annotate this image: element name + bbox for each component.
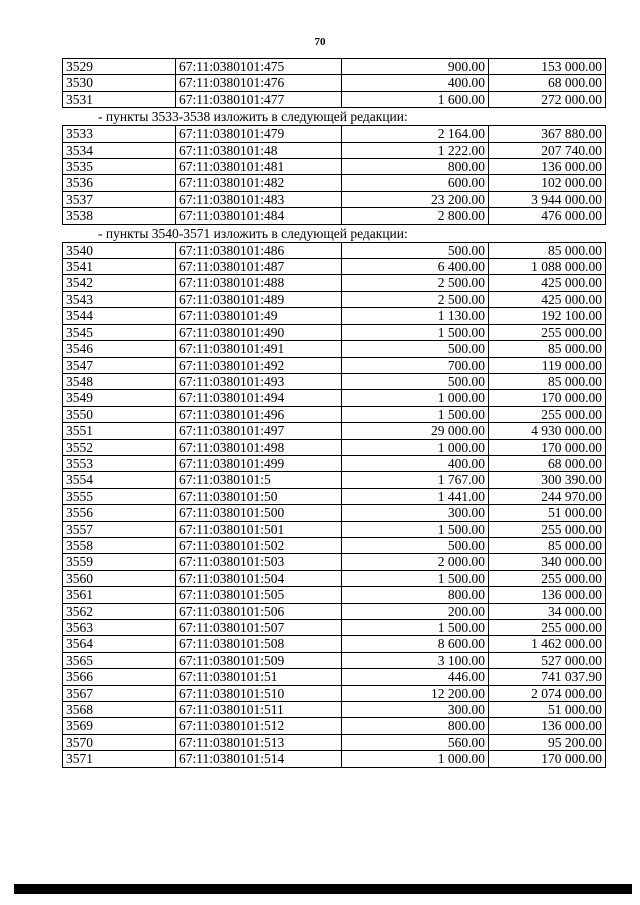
row-number-cell: 3565	[63, 652, 176, 668]
value-cell: 340 000.00	[489, 554, 606, 570]
table-row	[63, 472, 606, 488]
area-cell: 500.00	[342, 537, 489, 553]
cadastral-number-cell: 67:11:0380101:501	[176, 521, 342, 537]
cadastral-number-cell: 67:11:0380101:490	[176, 324, 342, 340]
table-row	[63, 242, 606, 258]
value-cell: 102 000.00	[489, 175, 606, 191]
document-content	[62, 58, 606, 768]
table-row	[63, 275, 606, 291]
area-cell: 1 000.00	[342, 439, 489, 455]
cadastral-number-cell: 67:11:0380101:494	[176, 390, 342, 406]
section-table	[62, 242, 606, 768]
row-number-cell: 3552	[63, 439, 176, 455]
row-number-cell: 3571	[63, 751, 176, 767]
cadastral-number-cell: 67:11:0380101:496	[176, 406, 342, 422]
cadastral-number-cell: 67:11:0380101:49	[176, 308, 342, 324]
page-number: 70	[314, 36, 326, 48]
row-number-cell: 3570	[63, 734, 176, 750]
table-row	[63, 59, 606, 75]
cadastral-number-cell: 67:11:0380101:493	[176, 373, 342, 389]
area-cell: 1 500.00	[342, 324, 489, 340]
cadastral-number-cell: 67:11:0380101:505	[176, 587, 342, 603]
row-number-cell: 3554	[63, 472, 176, 488]
row-number-cell: 3558	[63, 537, 176, 553]
area-cell: 12 200.00	[342, 685, 489, 701]
cadastral-number-cell: 67:11:0380101:479	[176, 126, 342, 142]
table-row	[63, 455, 606, 471]
area-cell: 2 000.00	[342, 554, 489, 570]
cadastral-number-cell: 67:11:0380101:492	[176, 357, 342, 373]
row-number-cell: 3566	[63, 669, 176, 685]
row-number-cell: 3568	[63, 702, 176, 718]
area-cell: 700.00	[342, 357, 489, 373]
row-number-cell: 3546	[63, 341, 176, 357]
area-cell: 1 500.00	[342, 570, 489, 586]
area-cell: 1 600.00	[342, 91, 489, 107]
area-cell: 300.00	[342, 702, 489, 718]
row-number-cell: 3548	[63, 373, 176, 389]
table-row	[63, 669, 606, 685]
row-number-cell: 3543	[63, 291, 176, 307]
area-cell: 500.00	[342, 373, 489, 389]
cadastral-number-cell: 67:11:0380101:509	[176, 652, 342, 668]
cadastral-number-cell: 67:11:0380101:488	[176, 275, 342, 291]
table-row	[63, 537, 606, 553]
area-cell: 3 100.00	[342, 652, 489, 668]
area-cell: 560.00	[342, 734, 489, 750]
value-cell: 68 000.00	[489, 455, 606, 471]
value-cell: 85 000.00	[489, 242, 606, 258]
row-number-cell: 3530	[63, 75, 176, 91]
cadastral-number-cell: 67:11:0380101:51	[176, 669, 342, 685]
area-cell: 1 441.00	[342, 488, 489, 504]
table-row	[63, 505, 606, 521]
value-cell: 3 944 000.00	[489, 191, 606, 207]
value-cell: 255 000.00	[489, 324, 606, 340]
table-row	[63, 521, 606, 537]
row-number-cell: 3538	[63, 208, 176, 224]
value-cell: 153 000.00	[489, 59, 606, 75]
value-cell: 207 740.00	[489, 142, 606, 158]
table-row	[63, 341, 606, 357]
cadastral-number-cell: 67:11:0380101:503	[176, 554, 342, 570]
table-row	[63, 702, 606, 718]
area-cell: 1 500.00	[342, 406, 489, 422]
row-number-cell: 3534	[63, 142, 176, 158]
area-cell: 1 222.00	[342, 142, 489, 158]
value-cell: 367 880.00	[489, 126, 606, 142]
area-cell: 2 500.00	[342, 291, 489, 307]
value-cell: 85 000.00	[489, 373, 606, 389]
row-number-cell: 3541	[63, 259, 176, 275]
area-cell: 400.00	[342, 75, 489, 91]
cadastral-number-cell: 67:11:0380101:481	[176, 159, 342, 175]
table-row	[63, 208, 606, 224]
row-number-cell: 3556	[63, 505, 176, 521]
value-cell: 527 000.00	[489, 652, 606, 668]
cadastral-number-cell: 67:11:0380101:504	[176, 570, 342, 586]
row-number-cell: 3555	[63, 488, 176, 504]
cadastral-number-cell: 67:11:0380101:487	[176, 259, 342, 275]
table-row	[63, 324, 606, 340]
area-cell: 23 200.00	[342, 191, 489, 207]
table-row	[63, 390, 606, 406]
cadastral-number-cell: 67:11:0380101:500	[176, 505, 342, 521]
table-row	[63, 175, 606, 191]
table-row	[63, 587, 606, 603]
table-row	[63, 652, 606, 668]
value-cell: 136 000.00	[489, 159, 606, 175]
value-cell: 244 970.00	[489, 488, 606, 504]
cadastral-number-cell: 67:11:0380101:48	[176, 142, 342, 158]
cadastral-number-cell: 67:11:0380101:477	[176, 91, 342, 107]
table-row	[63, 373, 606, 389]
cadastral-number-cell: 67:11:0380101:512	[176, 718, 342, 734]
area-cell: 2 800.00	[342, 208, 489, 224]
row-number-cell: 3557	[63, 521, 176, 537]
value-cell: 136 000.00	[489, 718, 606, 734]
row-number-cell: 3560	[63, 570, 176, 586]
table-row	[63, 406, 606, 422]
table-row	[63, 159, 606, 175]
table-row	[63, 126, 606, 142]
row-number-cell: 3533	[63, 126, 176, 142]
area-cell: 300.00	[342, 505, 489, 521]
table-row	[63, 439, 606, 455]
area-cell: 400.00	[342, 455, 489, 471]
value-cell: 51 000.00	[489, 702, 606, 718]
cadastral-number-cell: 67:11:0380101:483	[176, 191, 342, 207]
value-cell: 119 000.00	[489, 357, 606, 373]
value-cell: 136 000.00	[489, 587, 606, 603]
area-cell: 200.00	[342, 603, 489, 619]
value-cell: 300 390.00	[489, 472, 606, 488]
cadastral-number-cell: 67:11:0380101:498	[176, 439, 342, 455]
area-cell: 1 500.00	[342, 521, 489, 537]
row-number-cell: 3544	[63, 308, 176, 324]
row-number-cell: 3553	[63, 455, 176, 471]
cadastral-number-cell: 67:11:0380101:513	[176, 734, 342, 750]
value-cell: 4 930 000.00	[489, 423, 606, 439]
table-row	[63, 636, 606, 652]
value-cell: 255 000.00	[489, 620, 606, 636]
table-row	[63, 570, 606, 586]
area-cell: 1 000.00	[342, 751, 489, 767]
area-cell: 600.00	[342, 175, 489, 191]
cadastral-number-cell: 67:11:0380101:499	[176, 455, 342, 471]
value-cell: 255 000.00	[489, 521, 606, 537]
value-cell: 2 074 000.00	[489, 685, 606, 701]
value-cell: 85 000.00	[489, 537, 606, 553]
table-row	[63, 291, 606, 307]
table-row	[63, 142, 606, 158]
row-number-cell: 3540	[63, 242, 176, 258]
cadastral-number-cell: 67:11:0380101:475	[176, 59, 342, 75]
row-number-cell: 3559	[63, 554, 176, 570]
table-row	[63, 308, 606, 324]
cadastral-number-cell: 67:11:0380101:508	[176, 636, 342, 652]
table-row	[63, 734, 606, 750]
area-cell: 800.00	[342, 587, 489, 603]
value-cell: 1 462 000.00	[489, 636, 606, 652]
area-cell: 2 500.00	[342, 275, 489, 291]
table-row	[63, 75, 606, 91]
table-row	[63, 191, 606, 207]
value-cell: 170 000.00	[489, 390, 606, 406]
area-cell: 1 000.00	[342, 390, 489, 406]
area-cell: 800.00	[342, 718, 489, 734]
row-number-cell: 3551	[63, 423, 176, 439]
area-cell: 500.00	[342, 341, 489, 357]
section-table	[62, 125, 606, 224]
row-number-cell: 3561	[63, 587, 176, 603]
cadastral-number-cell: 67:11:0380101:491	[176, 341, 342, 357]
cadastral-number-cell: 67:11:0380101:507	[176, 620, 342, 636]
table-row	[63, 488, 606, 504]
row-number-cell: 3567	[63, 685, 176, 701]
table-row	[63, 603, 606, 619]
area-cell: 500.00	[342, 242, 489, 258]
value-cell: 741 037.90	[489, 669, 606, 685]
row-number-cell: 3564	[63, 636, 176, 652]
table-row	[63, 259, 606, 275]
value-cell: 68 000.00	[489, 75, 606, 91]
section-instruction: - пункты 3533-3538 изложить в следующей редакции:	[98, 109, 408, 125]
row-number-cell: 3563	[63, 620, 176, 636]
row-number-cell: 3535	[63, 159, 176, 175]
value-cell: 51 000.00	[489, 505, 606, 521]
cadastral-number-cell: 67:11:0380101:489	[176, 291, 342, 307]
value-cell: 85 000.00	[489, 341, 606, 357]
table-row	[63, 751, 606, 767]
value-cell: 425 000.00	[489, 275, 606, 291]
row-number-cell: 3547	[63, 357, 176, 373]
row-number-cell: 3562	[63, 603, 176, 619]
cadastral-number-cell: 67:11:0380101:486	[176, 242, 342, 258]
area-cell: 2 164.00	[342, 126, 489, 142]
value-cell: 95 200.00	[489, 734, 606, 750]
cadastral-number-cell: 67:11:0380101:502	[176, 537, 342, 553]
cadastral-number-cell: 67:11:0380101:514	[176, 751, 342, 767]
table-row	[63, 423, 606, 439]
cadastral-number-cell: 67:11:0380101:482	[176, 175, 342, 191]
scan-bottom-border	[14, 884, 632, 894]
area-cell: 8 600.00	[342, 636, 489, 652]
cadastral-number-cell: 67:11:0380101:510	[176, 685, 342, 701]
area-cell: 1 130.00	[342, 308, 489, 324]
cadastral-number-cell: 67:11:0380101:497	[176, 423, 342, 439]
table-row	[63, 554, 606, 570]
row-number-cell: 3542	[63, 275, 176, 291]
cadastral-number-cell: 67:11:0380101:476	[176, 75, 342, 91]
value-cell: 170 000.00	[489, 439, 606, 455]
area-cell: 900.00	[342, 59, 489, 75]
area-cell: 446.00	[342, 669, 489, 685]
table-row	[63, 91, 606, 107]
area-cell: 1 767.00	[342, 472, 489, 488]
table-row	[63, 620, 606, 636]
row-number-cell: 3549	[63, 390, 176, 406]
row-number-cell: 3550	[63, 406, 176, 422]
section-instruction: - пункты 3540-3571 изложить в следующей редакции:	[98, 225, 408, 241]
row-number-cell: 3529	[63, 59, 176, 75]
value-cell: 170 000.00	[489, 751, 606, 767]
table-row	[63, 685, 606, 701]
row-number-cell: 3569	[63, 718, 176, 734]
value-cell: 425 000.00	[489, 291, 606, 307]
cadastral-number-cell: 67:11:0380101:511	[176, 702, 342, 718]
value-cell: 1 088 000.00	[489, 259, 606, 275]
section-table	[62, 58, 606, 108]
value-cell: 192 100.00	[489, 308, 606, 324]
value-cell: 476 000.00	[489, 208, 606, 224]
value-cell: 34 000.00	[489, 603, 606, 619]
row-number-cell: 3531	[63, 91, 176, 107]
area-cell: 1 500.00	[342, 620, 489, 636]
row-number-cell: 3537	[63, 191, 176, 207]
area-cell: 29 000.00	[342, 423, 489, 439]
cadastral-number-cell: 67:11:0380101:5	[176, 472, 342, 488]
value-cell: 272 000.00	[489, 91, 606, 107]
row-number-cell: 3545	[63, 324, 176, 340]
cadastral-number-cell: 67:11:0380101:50	[176, 488, 342, 504]
cadastral-number-cell: 67:11:0380101:484	[176, 208, 342, 224]
value-cell: 255 000.00	[489, 406, 606, 422]
table-row	[63, 357, 606, 373]
row-number-cell: 3536	[63, 175, 176, 191]
area-cell: 800.00	[342, 159, 489, 175]
area-cell: 6 400.00	[342, 259, 489, 275]
table-row	[63, 718, 606, 734]
value-cell: 255 000.00	[489, 570, 606, 586]
cadastral-number-cell: 67:11:0380101:506	[176, 603, 342, 619]
